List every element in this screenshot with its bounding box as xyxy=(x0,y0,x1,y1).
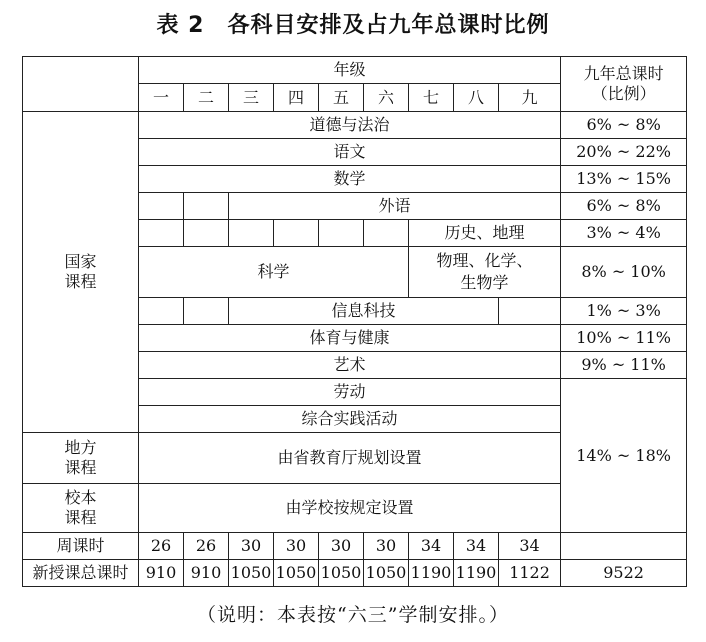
empty-cell xyxy=(319,220,364,247)
grade-3: 三 xyxy=(229,84,274,112)
ratio-art: 9% ~ 11% xyxy=(561,352,687,379)
weekly-hours-5: 30 xyxy=(319,533,364,560)
subject-phys-chem-bio: 物理、化学、 生物学 xyxy=(409,247,561,298)
ratio-math: 13% ~ 15% xyxy=(561,166,687,193)
empty-cell xyxy=(499,298,561,325)
grade-4: 四 xyxy=(274,84,319,112)
weekly-hours-7: 34 xyxy=(409,533,454,560)
subject-school-setting: 由学校按规定设置 xyxy=(139,484,561,533)
grade-6: 六 xyxy=(364,84,409,112)
subject-local-setting: 由省教育厅规划设置 xyxy=(139,433,561,484)
category-national: 国家 课程 xyxy=(23,112,139,433)
table-title: 表 2 各科目安排及占九年总课时比例 xyxy=(156,13,550,38)
new-total-5: 1050 xyxy=(319,560,364,587)
new-total-2: 910 xyxy=(184,560,229,587)
ratio-history-geo: 3% ~ 4% xyxy=(561,220,687,247)
ratio-combined: 14% ~ 18% xyxy=(561,379,687,533)
subject-morality: 道德与法治 xyxy=(139,112,561,139)
new-total-8: 1190 xyxy=(454,560,499,587)
new-total-4: 1050 xyxy=(274,560,319,587)
empty-cell xyxy=(139,193,184,220)
grade-1: 一 xyxy=(139,84,184,112)
subject-art: 艺术 xyxy=(139,352,561,379)
ratio-science: 8% ~ 10% xyxy=(561,247,687,298)
empty-cell xyxy=(184,220,229,247)
subject-foreign: 外语 xyxy=(229,193,561,220)
subject-science: 科学 xyxy=(139,247,409,298)
footnote: （说明：本表按“六三”学制安排。） xyxy=(197,604,509,626)
empty-cell xyxy=(364,220,409,247)
ratio-chinese: 20% ~ 22% xyxy=(561,139,687,166)
weekly-hours-4: 30 xyxy=(274,533,319,560)
ratio-foreign: 6% ~ 8% xyxy=(561,193,687,220)
grade-9: 九 xyxy=(499,84,561,112)
empty-cell xyxy=(184,193,229,220)
weekly-hours-9: 34 xyxy=(499,533,561,560)
new-total-7: 1190 xyxy=(409,560,454,587)
subject-labor: 劳动 xyxy=(139,379,561,406)
empty-cell xyxy=(229,220,274,247)
ratio-morality: 6% ~ 8% xyxy=(561,112,687,139)
grade-5: 五 xyxy=(319,84,364,112)
grade-2: 二 xyxy=(184,84,229,112)
grade-7: 七 xyxy=(409,84,454,112)
subject-pe: 体育与健康 xyxy=(139,325,561,352)
subject-chinese: 语文 xyxy=(139,139,561,166)
weekly-hours-1: 26 xyxy=(139,533,184,560)
empty-cell xyxy=(561,533,687,560)
grade-8: 八 xyxy=(454,84,499,112)
grade-header: 年级 xyxy=(139,57,561,84)
weekly-hours-3: 30 xyxy=(229,533,274,560)
weekly-hours-6: 30 xyxy=(364,533,409,560)
weekly-hours-8: 34 xyxy=(454,533,499,560)
new-total-sum: 9522 xyxy=(561,560,687,587)
weekly-hours-2: 26 xyxy=(184,533,229,560)
subject-math: 数学 xyxy=(139,166,561,193)
weekly-hours-label: 周课时 xyxy=(23,533,139,560)
subject-practice: 综合实践活动 xyxy=(139,406,561,433)
ratio-pe: 10% ~ 11% xyxy=(561,325,687,352)
empty-cell xyxy=(139,298,184,325)
corner-cell xyxy=(23,57,139,112)
new-total-1: 910 xyxy=(139,560,184,587)
subject-it: 信息科技 xyxy=(229,298,499,325)
new-total-label: 新授课总课时 xyxy=(23,560,139,587)
curriculum-table xyxy=(22,56,687,587)
new-total-6: 1050 xyxy=(364,560,409,587)
empty-cell xyxy=(274,220,319,247)
subject-history-geo: 历史、地理 xyxy=(409,220,561,247)
new-total-9: 1122 xyxy=(499,560,561,587)
empty-cell xyxy=(139,220,184,247)
category-local: 地方 课程 xyxy=(23,433,139,484)
total-ratio-header: 九年总课时 （比例） xyxy=(561,57,687,112)
empty-cell xyxy=(184,298,229,325)
ratio-it: 1% ~ 3% xyxy=(561,298,687,325)
category-school: 校本 课程 xyxy=(23,484,139,533)
new-total-3: 1050 xyxy=(229,560,274,587)
